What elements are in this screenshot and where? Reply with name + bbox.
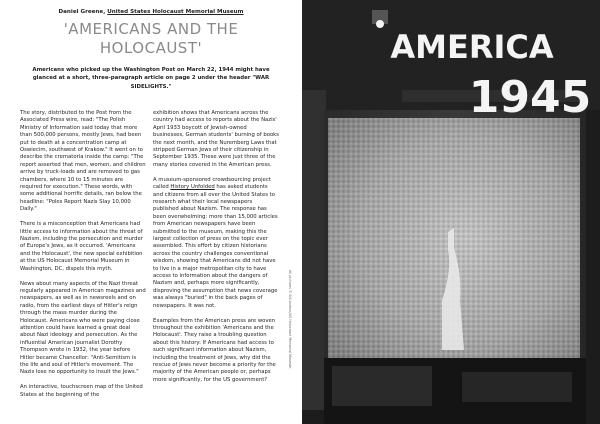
byline <box>0 9 302 15</box>
text-column-1 <box>20 110 146 407</box>
sign-line-2: 1945 <box>468 72 592 123</box>
paragraph: Examples from the American press are woven throughout the exhibition 'Americans and the Holocaust'. They raise a troubling question about this history: If Americans had access to such significant information about Nazism, including the treatment of Jews, why did the rescue of Jews never become a priority for the majority of the American people or, perhaps more significantly, for the US government? <box>153 317 276 383</box>
author-name: Daniel Greene, <box>58 9 108 15</box>
photo-credit: All pictures © Bill Ashton/US Holocaust Memorial Museum <box>288 270 292 369</box>
article-title-line-1: 'AMERICANS AND THE <box>63 20 239 38</box>
exhibition-photo <box>302 0 600 424</box>
text-column-2 <box>153 110 279 392</box>
paragraph: The story, distributed to the Post from the Associated Press wire, read: "The Polish Ministry of Information said today that more than 500,000 persons, mostly Jews, had been put to death at a concentration camp at Oswiecim, southwest of Krakow." It went on to describe the crematoria inside the camp: "The report asserted that men, women, and children arrive by truck-loads and are removed to gas chambers, where 10 to 15 minutes are required for execution." These words, with some additional horrific details, ran below the headline: "Poles Report Nazis Slay 10,000 Daily." <box>20 110 146 213</box>
sign-line-1: AMERICA <box>390 28 554 66</box>
paragraph: News about many aspects of the Nazi threat regularly appeared in American magazines and newspapers, as well as in newsreels and on radio, from the earliest days of Hitler's reign through the mass murder during the Holocaust. Americans who were paying close attention could have learned a great deal about Nazi ideology and persecution. As the influential American journalist Dorothy Thompson wrote in 1932, the year before Hitler became Chancellor: "Anti-Semitism is the life and soul of Hitler's movement. The Nazis lose no opportunity to insult the Jews." <box>20 280 146 376</box>
paragraph: exhibition shows that Americans across the country had access to reports about the Nazis' April 1933 boycott of Jewish-owned businesses, German students' burning of books the next month, and the Nuremberg Laws that stripped German Jews of their citizenship in September 1935. These were just three of the many stories covered in the American press. <box>153 110 280 168</box>
exhibition-photo-illustration <box>302 0 600 424</box>
author-organization: United States Holocaust Memorial Museum <box>107 9 244 15</box>
paragraph: An interactive, touchscreen map of the United States at the beginning of the <box>20 384 143 398</box>
paragraph: There is a misconception that Americans had little access to information about the threat of Nazism, including the persecution and murder of Europe's Jews, as it occurred. 'Americans and the Holocaust', the new special exhibition at the US Holocaust Memorial Museum in Washington, DC, dispels this myth. <box>20 221 143 272</box>
history-unfolded-link[interactable]: History Unfolded <box>170 184 215 191</box>
paragraph: A museum-sponsored crowdsourcing project called History Unfolded has asked students and citizens from all over the United States to research what their local newspapers published about Nazism. The response has been overwhelming: more than 15,000 articles from American newspapers have been submitted to the museum, making this the largest collection of press on the topic ever assembled. This effort by citizen historians across the country challenges conventional wisdom, showing that Americans did not have to live in a major metropolitan city to have access to information about the dangers of Nazism and, perhaps more significantly, disproving the assumption that news coverage was always "buried" in the back pages of newspapers. It was not. <box>153 176 278 309</box>
article-title-line-2: HOLOCAUST' <box>99 39 203 57</box>
article-standfirst: Americans who picked up the Washington Post on March 22, 1944 might have glanced at a short, three-paragraph article on page 2 under the header "WAR SIDELIGHTS." <box>32 67 270 90</box>
